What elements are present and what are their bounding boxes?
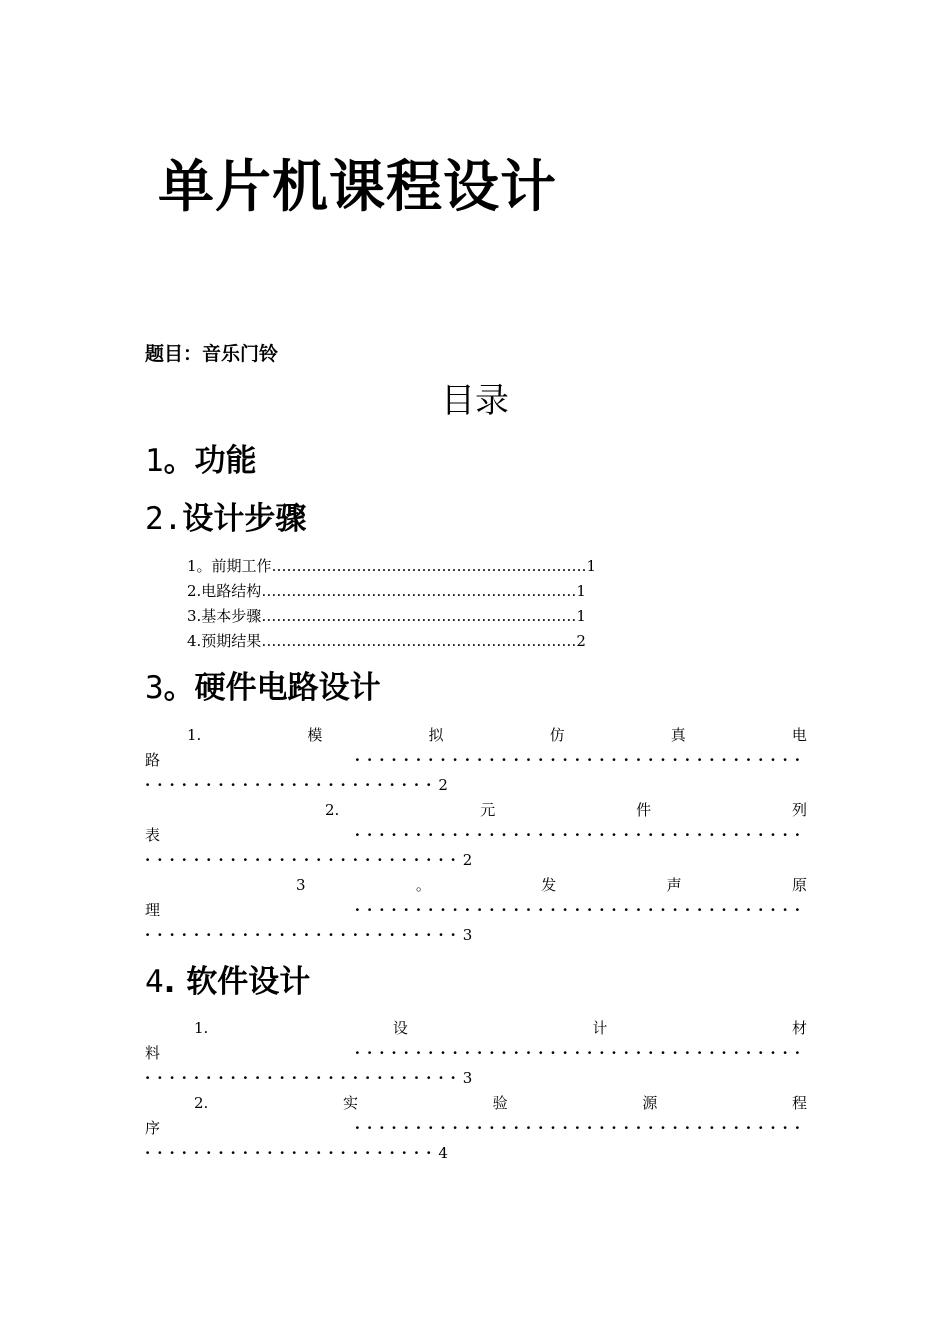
toc-char: 2. <box>194 1094 209 1112</box>
toc-char: 料 <box>145 1044 161 1062</box>
toc-leader-tail <box>145 773 448 797</box>
toc-char: 发 <box>541 876 557 894</box>
toc-entry-text: 1。前期工作 <box>187 557 272 575</box>
toc-entry-page: 2 <box>438 776 448 794</box>
toc-char: 材 <box>791 1019 807 1037</box>
document-title: 单片机课程设计 <box>158 155 557 220</box>
toc-leader-tail <box>145 848 472 872</box>
toc-char: 原 <box>791 876 807 894</box>
section-heading-2 <box>145 498 306 540</box>
toc-leader-tail <box>145 1141 448 1165</box>
toc-entry-page: 3 <box>462 926 473 944</box>
toc-char: 仿 <box>549 726 565 744</box>
section-separator: . <box>163 964 176 1000</box>
toc-char: 理 <box>145 901 161 919</box>
section-number: 3 <box>145 670 164 706</box>
toc-char: 序 <box>145 1119 161 1137</box>
toc-entry-page: 1 <box>586 557 597 575</box>
section-label: 功能 <box>194 443 257 479</box>
toc-entry-page: 1 <box>576 582 586 600</box>
toc-char: 表 <box>145 826 161 844</box>
toc-leader-tail <box>145 923 472 947</box>
toc-dot-leader: ·························· <box>145 1069 463 1087</box>
toc-entry-leader: ……………………………………………………… <box>261 607 577 625</box>
toc-entry-page: 2 <box>576 632 586 650</box>
toc-dot-leader: ····································· <box>354 901 807 919</box>
toc-dot-leader: ························ <box>145 776 439 794</box>
section-heading-1 <box>145 440 257 482</box>
toc-leader-line <box>145 823 807 847</box>
toc-leader-line <box>145 1041 807 1065</box>
section-separator: 。 <box>163 443 195 479</box>
toc-char: 1. <box>194 1019 209 1037</box>
toc-entry-leader: ……………………………………………………… <box>261 632 577 650</box>
toc-char: 元 <box>480 801 496 819</box>
toc-char: 件 <box>636 801 652 819</box>
toc-entry-page: 4 <box>438 1144 448 1162</box>
toc-leader-line <box>145 898 807 922</box>
toc-char: 1. <box>187 726 202 744</box>
toc-char: 真 <box>670 726 686 744</box>
section-heading-3 <box>145 667 381 709</box>
toc-char: 实 <box>342 1094 358 1112</box>
toc-entry-spread <box>325 798 807 822</box>
toc-char: 2. <box>325 801 340 819</box>
section-number: 4 <box>145 964 164 1000</box>
toc-entry-spread <box>187 723 807 747</box>
toc-entry <box>187 629 586 653</box>
section-heading-4 <box>145 961 310 1003</box>
toc-entry-spread <box>296 873 807 897</box>
toc-entry-leader: ……………………………………………………… <box>271 557 587 575</box>
section-separator: 。 <box>163 670 195 706</box>
toc-entry-text: 3.基本步骤 <box>187 607 262 625</box>
toc-char: 电 <box>791 726 807 744</box>
toc-char: 设 <box>392 1019 408 1037</box>
toc-char: 模 <box>307 726 323 744</box>
toc-entry <box>187 604 586 628</box>
toc-char: 拟 <box>428 726 444 744</box>
toc-char: 声 <box>666 876 682 894</box>
section-number: 1 <box>145 443 164 479</box>
toc-entry-text: 2.电路结构 <box>187 582 262 600</box>
toc-dot-leader: ····································· <box>354 1119 807 1137</box>
toc-dot-leader: ····································· <box>354 751 807 769</box>
toc-entry <box>187 579 586 603</box>
toc-leader-tail <box>145 1066 472 1090</box>
section-number: 2. <box>145 501 183 537</box>
toc-char: 。 <box>415 876 431 894</box>
toc-entry-page: 2 <box>462 851 473 869</box>
toc-char: 3 <box>296 876 306 894</box>
toc-entry-leader: ……………………………………………………… <box>261 582 577 600</box>
toc-leader-line <box>145 1116 807 1140</box>
toc-char: 验 <box>492 1094 508 1112</box>
toc-entry <box>187 554 596 578</box>
toc-entry-spread <box>194 1091 807 1115</box>
toc-char: 计 <box>592 1019 608 1037</box>
toc-char: 列 <box>791 801 807 819</box>
toc-dot-leader: ····································· <box>354 1044 807 1062</box>
toc-dot-leader: ························ <box>145 1144 439 1162</box>
subject-line: 题目：音乐门铃 <box>145 343 279 365</box>
section-label: 设计步骤 <box>182 501 307 537</box>
toc-dot-leader: ·························· <box>145 926 463 944</box>
toc-entry-text: 4.预期结果 <box>187 632 262 650</box>
toc-char: 路 <box>145 751 161 769</box>
toc-entry-page: 1 <box>576 607 586 625</box>
toc-char: 程 <box>791 1094 807 1112</box>
toc-char: 源 <box>642 1094 658 1112</box>
toc-entry-page: 3 <box>462 1069 473 1087</box>
section-label: 硬件电路设计 <box>194 670 381 706</box>
toc-leader-line <box>145 748 807 772</box>
toc-dot-leader: ·························· <box>145 851 463 869</box>
toc-heading: 目录 <box>441 381 509 421</box>
toc-entry-spread <box>194 1016 807 1040</box>
section-label: 软件设计 <box>186 964 311 1000</box>
toc-dot-leader: ····································· <box>354 826 807 844</box>
